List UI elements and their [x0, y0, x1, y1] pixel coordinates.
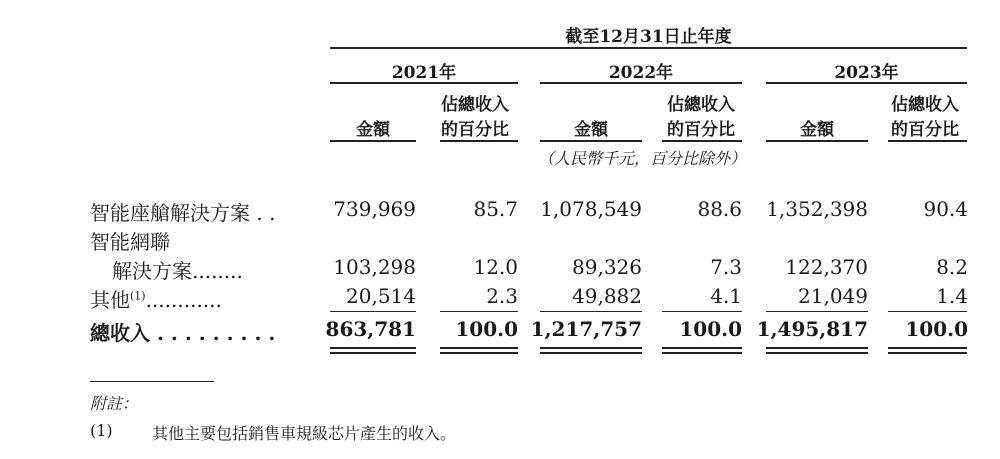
amount-header-2021: 金額: [356, 120, 390, 140]
cell-pct-2023: 8.2: [936, 255, 968, 279]
subtotal-rule-pct-2022: [662, 311, 742, 312]
total-double-rule-amount-2021-a: [330, 347, 416, 349]
cell-pct-2021: 12.0: [473, 255, 518, 279]
cell-pct-2021: 85.7: [473, 197, 518, 221]
total-double-rule-amount-2023-a: [766, 347, 868, 349]
cell-amount-2023: 21,049: [798, 284, 868, 308]
amount-header-2022: 金額: [574, 120, 608, 140]
cell-pct-2023: 90.4: [923, 197, 968, 221]
period-title: 截至12月31日止年度: [565, 27, 732, 47]
row-label-total: 總收入 . . . . . . . . .: [90, 321, 276, 345]
subtotal-rule-amount-2021: [330, 311, 416, 312]
cell-amount-2023: 122,370: [785, 255, 868, 279]
pct-header-2021-line1: 佔總收入: [441, 95, 509, 115]
subtotal-rule-pct-2023: [888, 311, 967, 312]
year-2021: 2021年: [391, 63, 457, 83]
year-2023: 2023年: [834, 63, 899, 83]
subtotal-rule-amount-2023: [766, 311, 868, 312]
year-rule-2021: [330, 82, 518, 84]
total-double-rule-pct-2023-b: [888, 352, 967, 354]
footnote-text: 其他主要包括銷售車規級芯片產生的收入。: [152, 424, 457, 443]
total-double-rule-amount-2023-b: [766, 352, 868, 354]
row-label-connectivity-line2: 解決方案........: [112, 259, 243, 283]
total-double-rule-amount-2021-b: [330, 352, 416, 354]
total-double-rule-amount-2022-b: [540, 352, 642, 354]
cell-pct-2022: 88.6: [697, 197, 742, 221]
total-double-rule-pct-2021-b: [440, 352, 518, 354]
period-rule: [330, 47, 967, 49]
amount-header-2023: 金額: [800, 120, 834, 140]
cell-amount-2021: 20,514: [346, 284, 416, 308]
subtotal-rule-amount-2022: [540, 311, 642, 312]
sub-rule-amount-2021: [330, 140, 416, 142]
sub-rule-amount-2023: [766, 140, 868, 142]
total-double-rule-pct-2022-a: [662, 347, 742, 349]
total-double-rule-amount-2022-a: [540, 347, 642, 349]
pct-header-2021-line2: 的百分比: [441, 120, 509, 140]
year-rule-2022: [540, 82, 742, 84]
cell-amount-2023: 1,352,398: [766, 197, 868, 221]
subtotal-rule-pct-2021: [440, 311, 518, 312]
sub-rule-amount-2022: [540, 140, 642, 142]
cell-pct-2021: 2.3: [486, 284, 518, 308]
total-pct-2021: 100.0: [455, 317, 518, 341]
cell-amount-2022: 89,326: [572, 255, 642, 279]
cell-amount-2022: 1,078,549: [540, 197, 642, 221]
sub-rule-pct-2021: [440, 140, 518, 142]
unit-note: （人民幣千元，百分比除外）: [537, 149, 746, 168]
notes-separator: [90, 381, 214, 382]
total-double-rule-pct-2022-b: [662, 352, 742, 354]
row-label-others: 其他$^{(1)}$............: [90, 288, 222, 312]
total-double-rule-pct-2023-a: [888, 347, 967, 349]
cell-pct-2023: 1.4: [936, 284, 968, 308]
total-pct-2023: 100.0: [905, 317, 968, 341]
row-label-connectivity-line1: 智能網聯: [90, 230, 170, 254]
pct-header-2023-line1: 佔總收入: [891, 95, 959, 115]
cell-pct-2022: 7.3: [710, 255, 742, 279]
cell-amount-2021: 103,298: [333, 255, 416, 279]
cell-amount-2021: 739,969: [333, 197, 416, 221]
pct-header-2022-line2: 的百分比: [667, 120, 735, 140]
total-double-rule-pct-2021-a: [440, 347, 518, 349]
cell-pct-2022: 4.1: [710, 284, 742, 308]
row-label-cockpit: 智能座艙解決方案 . .: [90, 201, 276, 225]
pct-header-2023-line2: 的百分比: [891, 120, 959, 140]
total-amount-2023: 1,495,817: [756, 317, 868, 341]
total-amount-2021: 863,781: [325, 317, 416, 341]
year-rule-2023: [766, 82, 967, 84]
cell-amount-2022: 49,882: [572, 284, 642, 308]
footnote-marker: (1): [90, 421, 113, 440]
notes-heading: 附註：: [90, 394, 139, 413]
total-pct-2022: 100.0: [679, 317, 742, 341]
year-2022: 2022年: [608, 63, 674, 83]
sub-rule-pct-2022: [662, 140, 742, 142]
total-amount-2022: 1,217,757: [530, 317, 642, 341]
sub-rule-pct-2023: [888, 140, 967, 142]
pct-header-2022-line1: 佔總收入: [667, 95, 735, 115]
footnote-ref: (1): [130, 289, 146, 303]
